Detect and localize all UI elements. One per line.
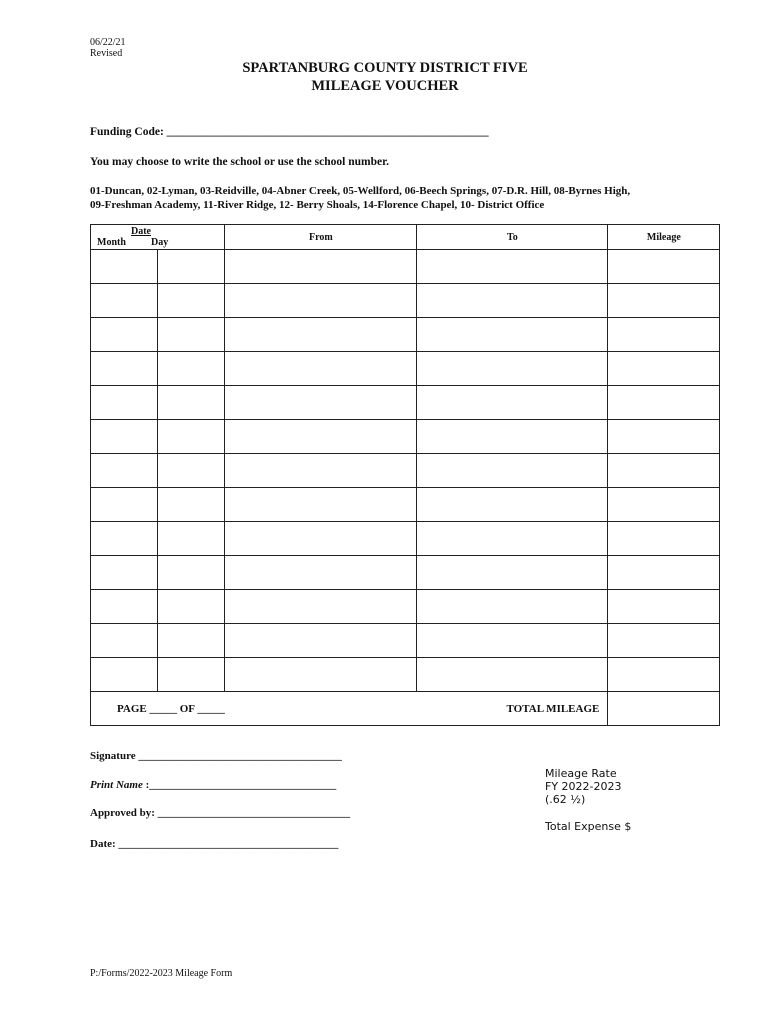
- month-cell[interactable]: [91, 522, 158, 556]
- table-row: [91, 250, 720, 284]
- approved-by-field[interactable]: Approved by: ___________________________________: [90, 807, 351, 819]
- table-header-row: [91, 225, 720, 250]
- day-cell[interactable]: [158, 318, 225, 352]
- month-cell[interactable]: [91, 386, 158, 420]
- table-row: [91, 624, 720, 658]
- from-cell[interactable]: [225, 556, 417, 590]
- date-header: Date: [131, 226, 151, 237]
- from-cell[interactable]: [225, 488, 417, 522]
- from-cell[interactable]: [225, 386, 417, 420]
- from-cell[interactable]: [225, 454, 417, 488]
- mileage-cell[interactable]: [608, 488, 720, 522]
- to-cell[interactable]: [417, 556, 608, 590]
- table-row: [91, 454, 720, 488]
- to-header: To: [417, 225, 608, 250]
- from-cell[interactable]: [225, 250, 417, 284]
- day-cell[interactable]: [158, 284, 225, 318]
- mileage-cell[interactable]: [608, 590, 720, 624]
- footer-file-path: P:/Forms/2022-2023 Mileage Form: [90, 968, 233, 979]
- table-row: [91, 352, 720, 386]
- from-cell[interactable]: [225, 352, 417, 386]
- mileage-table: [90, 224, 720, 726]
- day-cell[interactable]: [158, 488, 225, 522]
- revised-label: Revised: [90, 48, 123, 59]
- to-cell[interactable]: [417, 250, 608, 284]
- mileage-header: Mileage: [608, 225, 720, 250]
- school-codes-line1: 01-Duncan, 02-Lyman, 03-Reidville, 04-Abner Creek, 05-Wellford, 06-Beech Springs, 07-D.R. Hill, 08-Byrnes High,: [90, 185, 631, 197]
- day-cell[interactable]: [158, 250, 225, 284]
- day-cell[interactable]: [158, 352, 225, 386]
- to-cell[interactable]: [417, 420, 608, 454]
- to-cell[interactable]: [417, 454, 608, 488]
- table-row: [91, 386, 720, 420]
- to-cell[interactable]: [417, 624, 608, 658]
- month-cell[interactable]: [91, 590, 158, 624]
- table-row: [91, 318, 720, 352]
- page-title-org: SPARTANBURG COUNTY DISTRICT FIVE: [242, 60, 528, 76]
- table-row: [91, 556, 720, 590]
- mileage-cell[interactable]: [608, 386, 720, 420]
- to-cell[interactable]: [417, 318, 608, 352]
- from-cell[interactable]: [225, 522, 417, 556]
- mileage-cell[interactable]: [608, 318, 720, 352]
- page-of-field[interactable]: PAGE _____ OF _____: [91, 692, 225, 726]
- table-row: [91, 488, 720, 522]
- from-cell[interactable]: [225, 590, 417, 624]
- day-header: Day: [151, 237, 169, 248]
- print-name-line: :__________________________________: [142, 779, 337, 791]
- day-cell[interactable]: [158, 420, 225, 454]
- total-mileage-cell[interactable]: [608, 692, 720, 726]
- month-cell[interactable]: [91, 318, 158, 352]
- to-cell[interactable]: [417, 284, 608, 318]
- mileage-cell[interactable]: [608, 284, 720, 318]
- print-name-label: Print Name: [90, 779, 143, 791]
- month-cell[interactable]: [91, 284, 158, 318]
- from-cell[interactable]: [225, 624, 417, 658]
- table-row: [91, 658, 720, 692]
- day-cell[interactable]: [158, 454, 225, 488]
- month-cell[interactable]: [91, 352, 158, 386]
- day-cell[interactable]: [158, 522, 225, 556]
- rate-value: (.62 ½): [545, 793, 586, 806]
- to-cell[interactable]: [417, 488, 608, 522]
- from-cell[interactable]: [225, 284, 417, 318]
- from-cell[interactable]: [225, 658, 417, 692]
- month-cell[interactable]: [91, 250, 158, 284]
- page-title-form: MILEAGE VOUCHER: [311, 78, 459, 94]
- funding-code-field[interactable]: Funding Code: ________________________________________________________: [90, 126, 489, 138]
- revision-date: 06/22/21: [90, 37, 126, 48]
- instructions-text: You may choose to write the school or use the school number.: [90, 156, 389, 168]
- month-cell[interactable]: [91, 556, 158, 590]
- mileage-cell[interactable]: [608, 556, 720, 590]
- date-header-cell: [91, 225, 225, 250]
- mileage-cell[interactable]: [608, 522, 720, 556]
- day-cell[interactable]: [158, 386, 225, 420]
- month-header: Month: [97, 237, 126, 248]
- print-name-field[interactable]: [90, 779, 336, 791]
- to-cell[interactable]: [417, 522, 608, 556]
- month-cell[interactable]: [91, 624, 158, 658]
- mileage-rate-label: Mileage Rate: [545, 767, 617, 780]
- from-cell[interactable]: [225, 420, 417, 454]
- mileage-cell[interactable]: [608, 352, 720, 386]
- date-field[interactable]: Date: ________________________________________: [90, 838, 339, 850]
- day-cell[interactable]: [158, 658, 225, 692]
- to-cell[interactable]: [417, 386, 608, 420]
- mileage-cell[interactable]: [608, 624, 720, 658]
- mileage-cell[interactable]: [608, 454, 720, 488]
- table-row: [91, 522, 720, 556]
- table-row: [91, 590, 720, 624]
- month-cell[interactable]: [91, 420, 158, 454]
- from-cell[interactable]: [225, 318, 417, 352]
- day-cell[interactable]: [158, 556, 225, 590]
- fiscal-year-label: FY 2022-2023: [545, 780, 622, 793]
- table-footer-row: [91, 692, 720, 726]
- signature-field[interactable]: Signature _____________________________________: [90, 750, 342, 762]
- to-cell[interactable]: [417, 590, 608, 624]
- day-cell[interactable]: [158, 590, 225, 624]
- from-header: From: [225, 225, 417, 250]
- to-cell[interactable]: [417, 352, 608, 386]
- school-codes-line2: 09-Freshman Academy, 11-River Ridge, 12- Berry Shoals, 14-Florence Chapel, 10- District Office: [90, 199, 545, 211]
- mileage-cell[interactable]: [608, 420, 720, 454]
- mileage-cell[interactable]: [608, 658, 720, 692]
- table-row: [91, 284, 720, 318]
- footer-spacer: [225, 692, 417, 726]
- total-expense-field[interactable]: Total Expense $: [545, 820, 632, 833]
- to-cell[interactable]: [417, 658, 608, 692]
- mileage-cell[interactable]: [608, 250, 720, 284]
- day-cell[interactable]: [158, 624, 225, 658]
- month-cell[interactable]: [91, 658, 158, 692]
- total-mileage-label: TOTAL MILEAGE: [417, 692, 608, 726]
- month-cell[interactable]: [91, 454, 158, 488]
- table-row: [91, 420, 720, 454]
- month-cell[interactable]: [91, 488, 158, 522]
